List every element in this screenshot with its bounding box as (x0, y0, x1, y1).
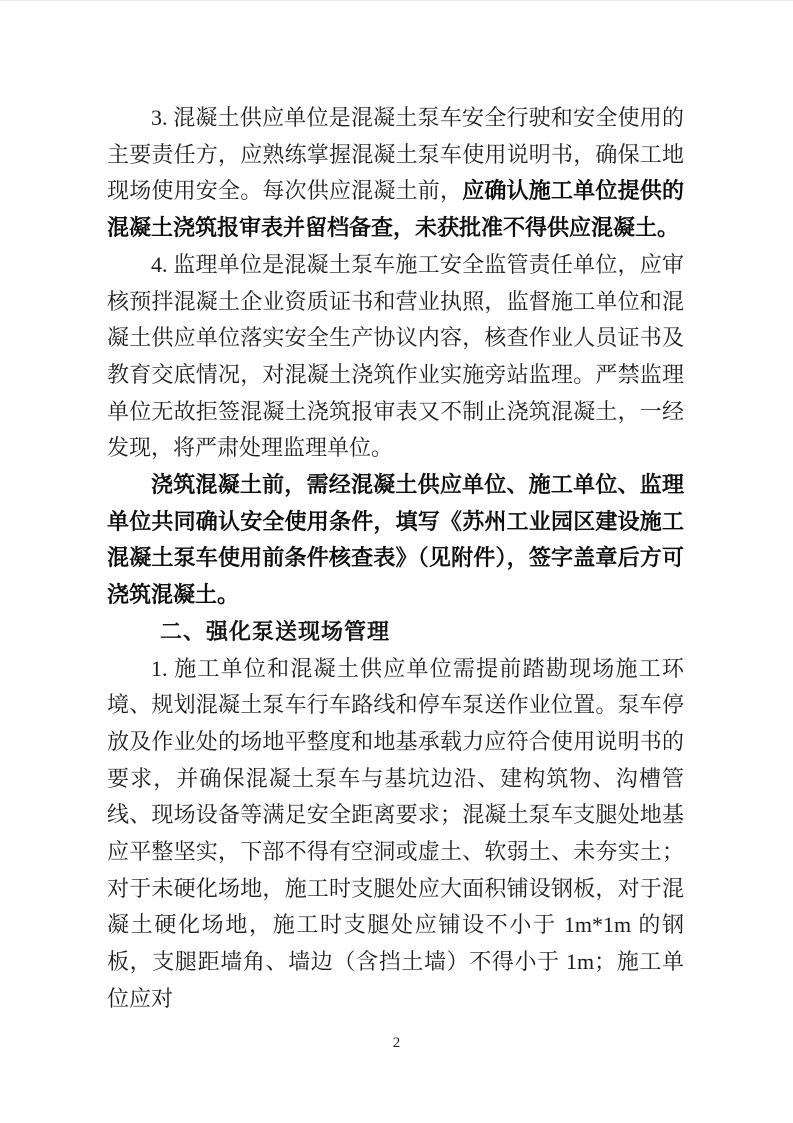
page-number: 2 (392, 1035, 401, 1051)
text-run: 4. 监理单位是混凝土泵车施工安全监管责任单位，应审核预拌混凝土企业资质证书和营业执照，监督施工单位和混凝土供应单位落实安全生产协议内容，核查作业人员证书及教育交底情况，对混凝土浇筑作业实施旁站监理。严禁监理单位无故拒签混凝土浇筑报审表又不制止浇筑混凝土，一经发现，将严肃处理监理单位。 (107, 251, 684, 461)
para-4-supervision-unit-responsibility (107, 247, 684, 467)
para-3-concrete-supplier-responsibility (107, 100, 684, 247)
page-footer (0, 1034, 793, 1052)
text-run: 浇筑混凝土前，需经混凝土供应单位、施工单位、监理单位共同确认安全使用条件，填写《苏州工业园区建设施工混凝土泵车使用前条件核查表》（见附件），签字盖章后方可浇筑混凝土。 (107, 472, 684, 608)
para-1-site-survey-and-outrigger-requirements (107, 651, 684, 1018)
text-run: 1. 施工单位和混凝土供应单位需提前踏勘现场施工环境、规划混凝土泵车行车路线和停车泵送作业位置。泵车停放及作业处的场地平整度和地基承载力应符合使用说明书的要求，并确保混凝土泵车与基坑边沿、建构筑物、沟槽管线、现场设备等满足安全距离要求；混凝土泵车支腿处地基应平整坚实，下部不得有空洞或虚土、软弱土、未夯实土；对于未硬化场地，施工时支腿处应大面积铺设钢板，对于混凝土硬化场地，施工时支腿处应铺设不小于 1m*1m 的钢板，支腿距墙角、墙边（含挡土墙）不得小于 1m；施工单位应对 (107, 655, 684, 1011)
section-2-heading (107, 614, 684, 651)
document-body (107, 100, 684, 1018)
text-run: 应确认施工单位提供的混凝土浇筑报审表并留档备查，未获批准不得供应混凝土。 (107, 178, 684, 241)
text-run: 3. 混凝土供应单位是混凝土泵车安全行驶和安全使用的主要责任方，应熟练掌握混凝土泵车使用说明书，确保工地现场使用安全。每次供应混凝土前， (107, 105, 684, 204)
para-pre-pour-joint-confirmation (107, 467, 684, 614)
text-run: 二、强化泵送现场管理 (160, 618, 391, 644)
